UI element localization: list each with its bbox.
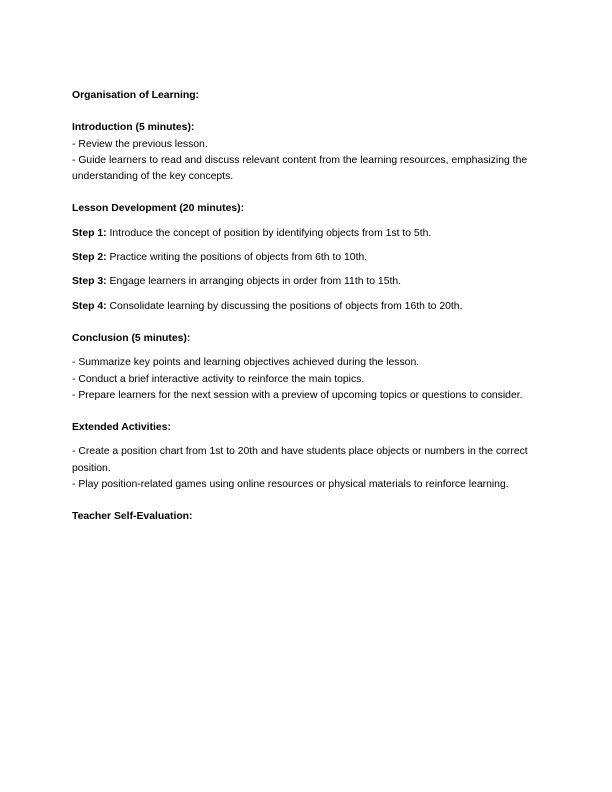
extended-activities-heading: Extended Activities: — [72, 422, 171, 434]
spacer — [72, 493, 542, 509]
step-label: Step 2: — [72, 252, 107, 264]
spacer — [72, 323, 542, 331]
spacer — [72, 104, 542, 120]
introduction-item: - Guide learners to read and discuss relevant content from the learning resources, emphasizing the understanding of the key concepts. — [72, 154, 528, 183]
lesson-plan-page — [72, 88, 542, 526]
lesson-step-1 — [72, 226, 542, 242]
introduction-item: - Review the previous lesson. — [72, 138, 208, 150]
step-text: Consolidate learning by discussing the positions of objects from 16th to 20th. — [106, 300, 463, 312]
teacher-self-evaluation-heading: Teacher Self-Evaluation: — [72, 511, 193, 523]
introduction-heading: Introduction (5 minutes): — [72, 122, 195, 134]
spacer — [72, 347, 542, 355]
lesson-step-2 — [72, 250, 542, 266]
lesson-step-4 — [72, 299, 542, 315]
spacer — [72, 218, 542, 226]
conclusion-heading: Conclusion (5 minutes): — [72, 332, 191, 344]
step-text: Engage learners in arranging objects in order from 11th to 15th. — [106, 276, 402, 288]
step-label: Step 4: — [72, 300, 107, 312]
step-text: Introduce the concept of position by identifying objects from 1st to 5th. — [106, 227, 432, 239]
conclusion-item: - Summarize key points and learning objectives achieved during the lesson. — [72, 357, 420, 369]
lesson-step-3 — [72, 274, 542, 290]
lesson-development-heading: Lesson Development (20 minutes): — [72, 203, 245, 215]
spacer — [72, 404, 542, 420]
conclusion-item: - Prepare learners for the next session with a preview of upcoming topics or questions to consider. — [72, 389, 523, 401]
conclusion-item: - Conduct a brief interactive activity to reinforce the main topics. — [72, 373, 365, 385]
spacer — [72, 185, 542, 201]
step-text: Practice writing the positions of objects from 6th to 10th. — [106, 252, 368, 264]
organisation-heading: Organisation of Learning: — [72, 90, 200, 101]
spacer — [72, 436, 542, 444]
step-label: Step 3: — [72, 276, 107, 288]
extended-activity-item: - Create a position chart from 1st to 20th and have students place objects or numbers in the correct position. — [72, 446, 528, 474]
step-label: Step 1: — [72, 227, 107, 239]
extended-activity-item: - Play position-related games using online resources or physical materials to reinforce learning. — [72, 479, 509, 491]
